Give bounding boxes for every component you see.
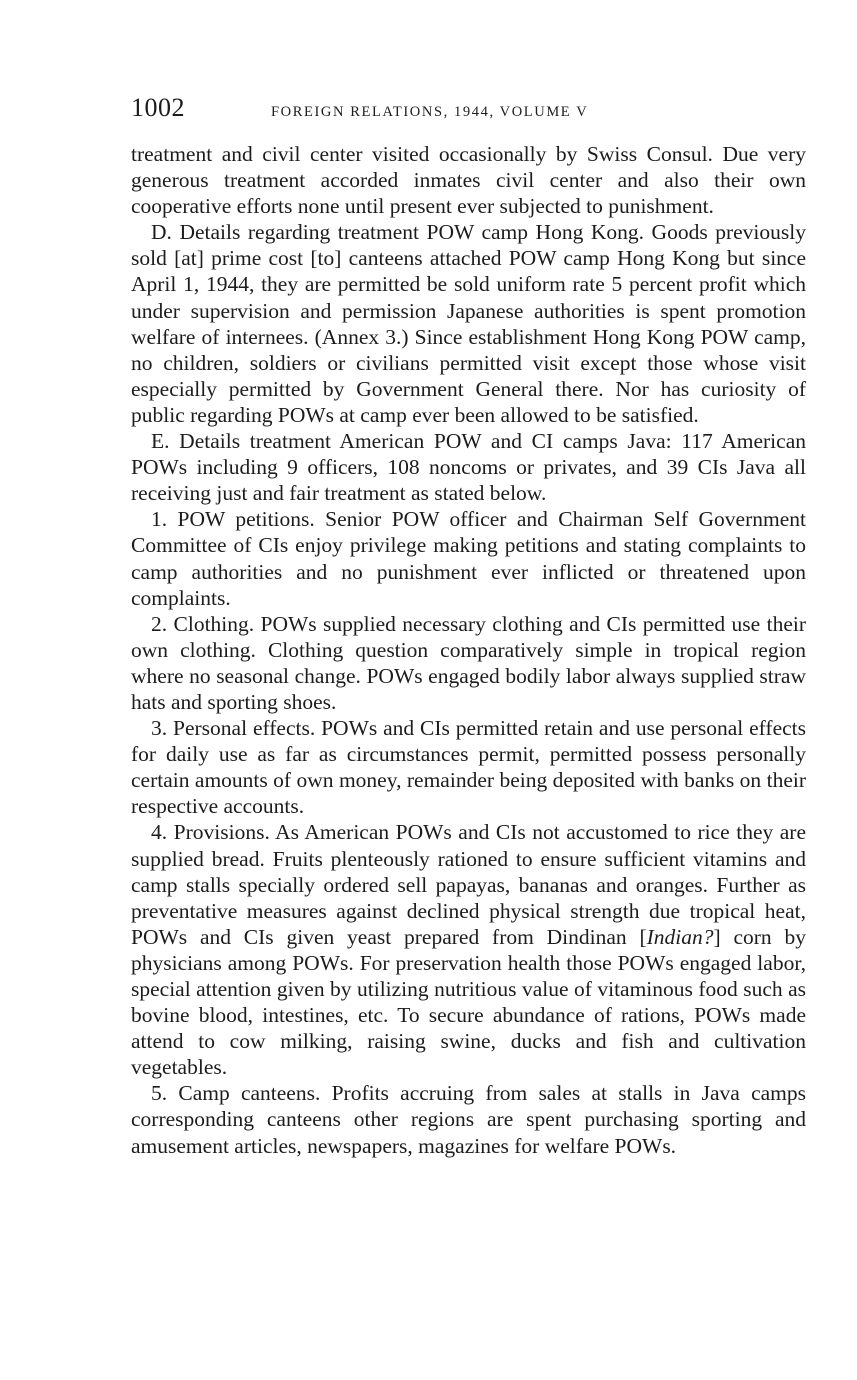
paragraph-pow-petitions: 1. POW petitions. Senior POW officer and Chairman Self Government Committee of CIs enjoy privilege making petitions and stating complaints to camp authorities and no punishment ever inflicted or threatened upon complaints. (131, 507, 806, 610)
document-body (131, 141, 806, 1159)
paragraph-section-d: D. Details regarding treatment POW camp Hong Kong. Goods previously sold [at] prime cost [to] canteens attached POW camp Hong Kong but since April 1, 1944, they are permitted be sold uniform rate 5 percent profit which under supervision and permission Japanese authorities is spent promotion welfare of internees. (Annex 3.) Since establishment Hong Kong POW camp, no children, soldiers or civilians permitted visit except those whose visit especially permitted by Government General there. Nor has curiosity of public regarding POWs at camp ever been allowed to be satisfied. (131, 220, 806, 427)
provisions-italic-insert: Indian? (646, 924, 714, 949)
paragraph-provisions (131, 819, 806, 1080)
paragraph-camp-canteens: 5. Camp canteens. Profits accruing from sales at stalls in Java camps corresponding canteens other regions are spent purchasing sporting and amusement articles, newspapers, magazines for welfare POWs. (131, 1081, 806, 1158)
paragraph-clothing: 2. Clothing. POWs supplied necessary clothing and CIs permitted use their own clothing. Clothing question comparatively simple in tropical region where no seasonal change. POWs engaged bodily labor always supplied straw hats and sporting shoes. (131, 611, 806, 714)
page-header (131, 93, 806, 133)
running-head: FOREIGN RELATIONS, 1944, VOLUME V (271, 104, 589, 120)
paragraph-continuation: treatment and civil center visited occasionally by Swiss Consul. Due very generous treatment accorded inmates civil center and also their own cooperative efforts none until present ever subjected to punishment. (131, 142, 806, 219)
paragraph-personal-effects: 3. Personal effects. POWs and CIs permitted retain and use personal effects for daily use as far as circumstances permit, permitted possess personally certain amounts of own money, remainder being deposited with banks on their respective accounts. (131, 716, 806, 819)
page-number: 1002 (131, 93, 185, 122)
paragraph-section-e: E. Details treatment American POW and CI camps Java: 117 American POWs including 9 officers, 108 noncoms or privates, and 39 CIs Java all receiving just and fair treatment as stated below. (131, 429, 806, 506)
provisions-text-before: 4. Provisions. As American POWs and CIs not accustomed to rice they are supplied bread. Fruits plenteously rationed to ensure sufficient vitamins and camp stalls specially ordered sell papayas, bananas and oranges. Further as preventative measures against declined physical strength due tropical heat, POWs and CIs given yeast prepared from Dindinan [ (131, 820, 806, 949)
provisions-text-after: ] corn by physicians among POWs. For preservation health those POWs engaged labor, special attention given by utilizing nutritious value of vitaminous food such as bovine blood, intestines, etc. To secure abundance of rations, POWs made attend to cow milking, raising swine, ducks and fish and cultivation vegetables. (131, 924, 806, 1080)
document-page (131, 93, 806, 1159)
